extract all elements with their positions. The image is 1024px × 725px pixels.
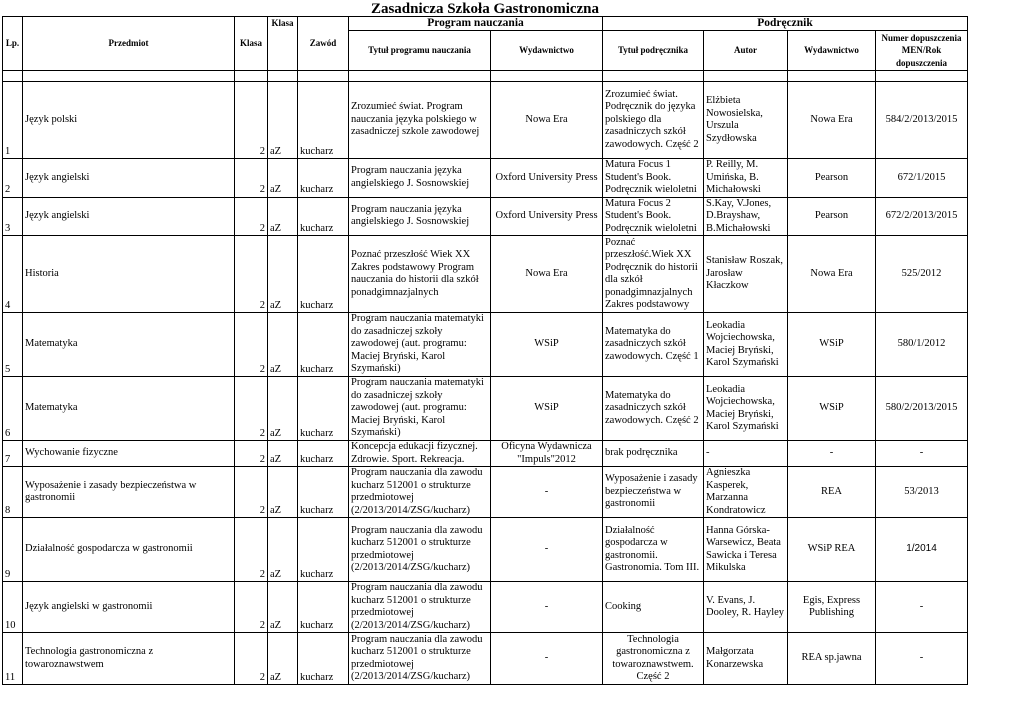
- row-klasa: 2: [235, 518, 268, 582]
- row-autor: Agnieszka Kasperek, Marzanna Kondratowicz: [704, 467, 788, 518]
- row-klasa: 2: [235, 159, 268, 198]
- row-przedmiot: Wyposażenie i zasady bezpieczeństwa w gastronomii: [23, 467, 235, 518]
- row-wydawnictwo-podrecznik: -: [788, 441, 876, 467]
- row-klasa-litera: aZ: [268, 633, 298, 685]
- header-tytul-podrecznika: Tytuł podręcznika: [603, 31, 704, 71]
- row-autor: -: [704, 441, 788, 467]
- row-wydawnictwo-podrecznik: WSiP: [788, 313, 876, 377]
- page-title: Zasadnicza Szkoła Gastronomiczna: [370, 1, 600, 17]
- row-wydawnictwo-program: -: [491, 467, 603, 518]
- row-wydawnictwo-program: Oficyna Wydawnicza "Impuls"2012: [491, 441, 603, 467]
- row-klasa: 2: [235, 441, 268, 467]
- table-row: [3, 313, 968, 377]
- row-podrecznik: Technologia gastronomiczna z towaroznawstwem. Część 2: [603, 633, 704, 685]
- row-przedmiot: Matematyka: [23, 313, 235, 377]
- row-zawod: kucharz: [298, 236, 349, 313]
- table-row: [3, 633, 968, 685]
- row-wydawnictwo-podrecznik: Nowa Era: [788, 82, 876, 159]
- row-zawod: kucharz: [298, 159, 349, 198]
- row-wydawnictwo-podrecznik: Pearson: [788, 197, 876, 236]
- row-lp: 7: [3, 441, 23, 467]
- row-program: Koncepcja edukacji fizycznej. Zdrowie. Sport. Rekreacja.: [349, 441, 491, 467]
- row-wydawnictwo-program: Oxford University Press: [491, 197, 603, 236]
- row-klasa: 2: [235, 82, 268, 159]
- row-lp: 11: [3, 633, 23, 685]
- row-autor: Leokadia Wojciechowska, Maciej Bryński, Karol Szymański: [704, 313, 788, 377]
- row-klasa: 2: [235, 377, 268, 441]
- row-wydawnictwo-program: WSiP: [491, 313, 603, 377]
- row-klasa-litera: aZ: [268, 518, 298, 582]
- table-row: [3, 159, 968, 198]
- row-przedmiot: Matematyka: [23, 377, 235, 441]
- row-podrecznik: Matura Focus 1 Student's Book. Podręcznik wieloletni: [603, 159, 704, 198]
- row-podrecznik: Matura Focus 2 Student's Book. Podręcznik wieloletni: [603, 197, 704, 236]
- table-row: [3, 582, 968, 633]
- row-lp: 9: [3, 518, 23, 582]
- row-program: Program nauczania dla zawodu kucharz 512001 o strukturze przedmiotowej (2/2013/2014/ZSG/kucharz): [349, 633, 491, 685]
- row-wydawnictwo-program: -: [491, 633, 603, 685]
- table-row: [3, 467, 968, 518]
- row-lp: 3: [3, 197, 23, 236]
- row-wydawnictwo-program: -: [491, 518, 603, 582]
- row-klasa-litera: aZ: [268, 197, 298, 236]
- row-przedmiot: Język polski: [23, 82, 235, 159]
- row-program: Program nauczania dla zawodu kucharz 512001 o strukturze przedmiotowej (2/2013/2014/ZSG/kucharz): [349, 467, 491, 518]
- header-numer-line1: Numer dopuszczenia: [881, 32, 962, 43]
- row-autor: P. Reilly, M. Umińska, B. Michałowski: [704, 159, 788, 198]
- row-lp: 1: [3, 82, 23, 159]
- row-zawod: kucharz: [298, 82, 349, 159]
- header-lp: Lp.: [3, 17, 23, 71]
- row-przedmiot: Technologia gastronomiczna z towaroznawstwem: [23, 633, 235, 685]
- row-autor: Hanna Górska-Warsewicz, Beata Sawicka i Teresa Mikulska: [704, 518, 788, 582]
- row-program: Program nauczania dla zawodu kucharz 512001 o strukturze przedmiotowej (2/2013/2014/ZSG/kucharz): [349, 518, 491, 582]
- row-program: Program nauczania matematyki do zasadniczej szkoły zawodowej (aut. programu: Maciej Bryński, Karol Szymański): [349, 313, 491, 377]
- row-przedmiot: Historia: [23, 236, 235, 313]
- row-przedmiot: Język angielski: [23, 159, 235, 198]
- row-przedmiot: Działalność gospodarcza w gastronomii: [23, 518, 235, 582]
- row-podrecznik: Cooking: [603, 582, 704, 633]
- row-klasa: 2: [235, 467, 268, 518]
- row-autor: V. Evans, J. Dooley, R. Hayley: [704, 582, 788, 633]
- header-autor: Autor: [704, 31, 788, 71]
- header-przedmiot: Przedmiot: [23, 17, 235, 71]
- row-zawod: kucharz: [298, 633, 349, 685]
- row-wydawnictwo-program: WSiP: [491, 377, 603, 441]
- row-klasa-litera: aZ: [268, 441, 298, 467]
- row-numer: 672/2/2013/2015: [876, 197, 968, 236]
- header-klasa-letter: Klasa: [268, 17, 298, 71]
- header-tytul-programu: Tytuł programu nauczania: [349, 31, 491, 71]
- row-zawod: kucharz: [298, 518, 349, 582]
- row-klasa-litera: aZ: [268, 582, 298, 633]
- row-wydawnictwo-podrecznik: REA sp.jawna: [788, 633, 876, 685]
- row-klasa-litera: aZ: [268, 313, 298, 377]
- row-wydawnictwo-program: -: [491, 582, 603, 633]
- row-klasa-litera: aZ: [268, 236, 298, 313]
- row-klasa: 2: [235, 197, 268, 236]
- table-row: [3, 236, 968, 313]
- curriculum-table: [2, 16, 968, 685]
- row-lp: 4: [3, 236, 23, 313]
- row-wydawnictwo-podrecznik: WSiP REA: [788, 518, 876, 582]
- header-numer-dopuszczenia: [876, 31, 968, 71]
- row-klasa-litera: aZ: [268, 159, 298, 198]
- row-program: Program nauczania dla zawodu kucharz 512001 o strukturze przedmiotowej (2/2013/2014/ZSG/kucharz): [349, 582, 491, 633]
- row-wydawnictwo-program: Nowa Era: [491, 236, 603, 313]
- row-numer: -: [876, 582, 968, 633]
- header-numer-line2: MEN/Rok: [901, 45, 942, 56]
- header-zawod: Zawód: [298, 17, 349, 71]
- header-numer-line3: dopuszczenia: [895, 57, 947, 68]
- row-podrecznik: brak podręcznika: [603, 441, 704, 467]
- table-row: [3, 197, 968, 236]
- row-podrecznik: Matematyka do zasadniczych szkół zawodowych. Część 1: [603, 313, 704, 377]
- row-numer: 672/1/2015: [876, 159, 968, 198]
- row-numer: -: [876, 441, 968, 467]
- row-klasa: 2: [235, 236, 268, 313]
- table-row: [3, 377, 968, 441]
- row-autor: Leokadia Wojciechowska, Maciej Bryński, Karol Szymański: [704, 377, 788, 441]
- row-zawod: kucharz: [298, 377, 349, 441]
- row-autor: Małgorzata Konarzewska: [704, 633, 788, 685]
- row-przedmiot: Język angielski w gastronomii: [23, 582, 235, 633]
- row-wydawnictwo-podrecznik: Pearson: [788, 159, 876, 198]
- row-numer: 580/1/2012: [876, 313, 968, 377]
- header-klasa: Klasa: [235, 17, 268, 71]
- row-program: Program nauczania języka angielskiego J. Sosnowskiej: [349, 159, 491, 198]
- row-zawod: kucharz: [298, 197, 349, 236]
- row-lp: 6: [3, 377, 23, 441]
- row-numer: 584/2/2013/2015: [876, 82, 968, 159]
- row-klasa-litera: aZ: [268, 377, 298, 441]
- table-row: [3, 518, 968, 582]
- table-row: [3, 441, 968, 467]
- header-podrecznik-group: Podręcznik: [603, 17, 968, 31]
- row-podrecznik: Matematyka do zasadniczych szkół zawodowych. Część 2: [603, 377, 704, 441]
- row-program: Zrozumieć świat. Program nauczania języka polskiego w zasadniczej szkole zawodowej: [349, 82, 491, 159]
- row-lp: 5: [3, 313, 23, 377]
- row-autor: Stanisław Roszak, Jarosław Kłaczkow: [704, 236, 788, 313]
- row-zawod: kucharz: [298, 441, 349, 467]
- row-numer: 580/2/2013/2015: [876, 377, 968, 441]
- row-program: Poznać przeszłość Wiek XX Zakres podstawowy Program nauczania do historii dla szkół ponadgimnazjalnych: [349, 236, 491, 313]
- header-wydawnictwo-podrecznik: Wydawnictwo: [788, 31, 876, 71]
- header-wydawnictwo-program: Wydawnictwo: [491, 31, 603, 71]
- row-autor: Elżbieta Nowosielska, Urszula Szydłowska: [704, 82, 788, 159]
- row-podrecznik: Zrozumieć świat. Podręcznik do języka polskiego dla zasadniczych szkół zawodowych. Część 2: [603, 82, 704, 159]
- row-zawod: kucharz: [298, 582, 349, 633]
- row-podrecznik: Wyposażenie i zasady bezpieczeństwa w gastronomii: [603, 467, 704, 518]
- row-klasa: 2: [235, 633, 268, 685]
- row-podrecznik: Poznać przeszłość.Wiek XX Podręcznik do historii dla szkół ponadgimnazjalnych Zakres podstawowy: [603, 236, 704, 313]
- row-klasa: 2: [235, 582, 268, 633]
- row-numer: 525/2012: [876, 236, 968, 313]
- row-numer: 53/2013: [876, 467, 968, 518]
- row-podrecznik: Działalność gospodarcza w gastronomii. Gastronomia. Tom III.: [603, 518, 704, 582]
- row-lp: 2: [3, 159, 23, 198]
- row-wydawnictwo-podrecznik: REA: [788, 467, 876, 518]
- row-przedmiot: Język angielski: [23, 197, 235, 236]
- row-zawod: kucharz: [298, 467, 349, 518]
- row-autor: S.Kay, V.Jones, D.Brayshaw, B.Michałowski: [704, 197, 788, 236]
- row-wydawnictwo-program: Oxford University Press: [491, 159, 603, 198]
- row-wydawnictwo-podrecznik: Nowa Era: [788, 236, 876, 313]
- table-body: [3, 71, 968, 685]
- row-przedmiot: Wychowanie fizyczne: [23, 441, 235, 467]
- table-row: [3, 82, 968, 159]
- row-wydawnictwo-podrecznik: Egis, Express Publishing: [788, 582, 876, 633]
- blank-row: [3, 71, 968, 82]
- row-program: Program nauczania języka angielskiego J. Sosnowskiej: [349, 197, 491, 236]
- row-klasa-litera: aZ: [268, 82, 298, 159]
- row-lp: 10: [3, 582, 23, 633]
- row-numer: -: [876, 633, 968, 685]
- row-numer: 1/2014: [876, 518, 968, 582]
- row-lp: 8: [3, 467, 23, 518]
- row-wydawnictwo-program: Nowa Era: [491, 82, 603, 159]
- row-klasa-litera: aZ: [268, 467, 298, 518]
- row-wydawnictwo-podrecznik: WSiP: [788, 377, 876, 441]
- header-program-group: Program nauczania: [349, 17, 603, 31]
- row-zawod: kucharz: [298, 313, 349, 377]
- row-program: Program nauczania matematyki do zasadniczej szkoły zawodowej (aut. programu: Maciej Bryński, Karol Szymański): [349, 377, 491, 441]
- row-klasa: 2: [235, 313, 268, 377]
